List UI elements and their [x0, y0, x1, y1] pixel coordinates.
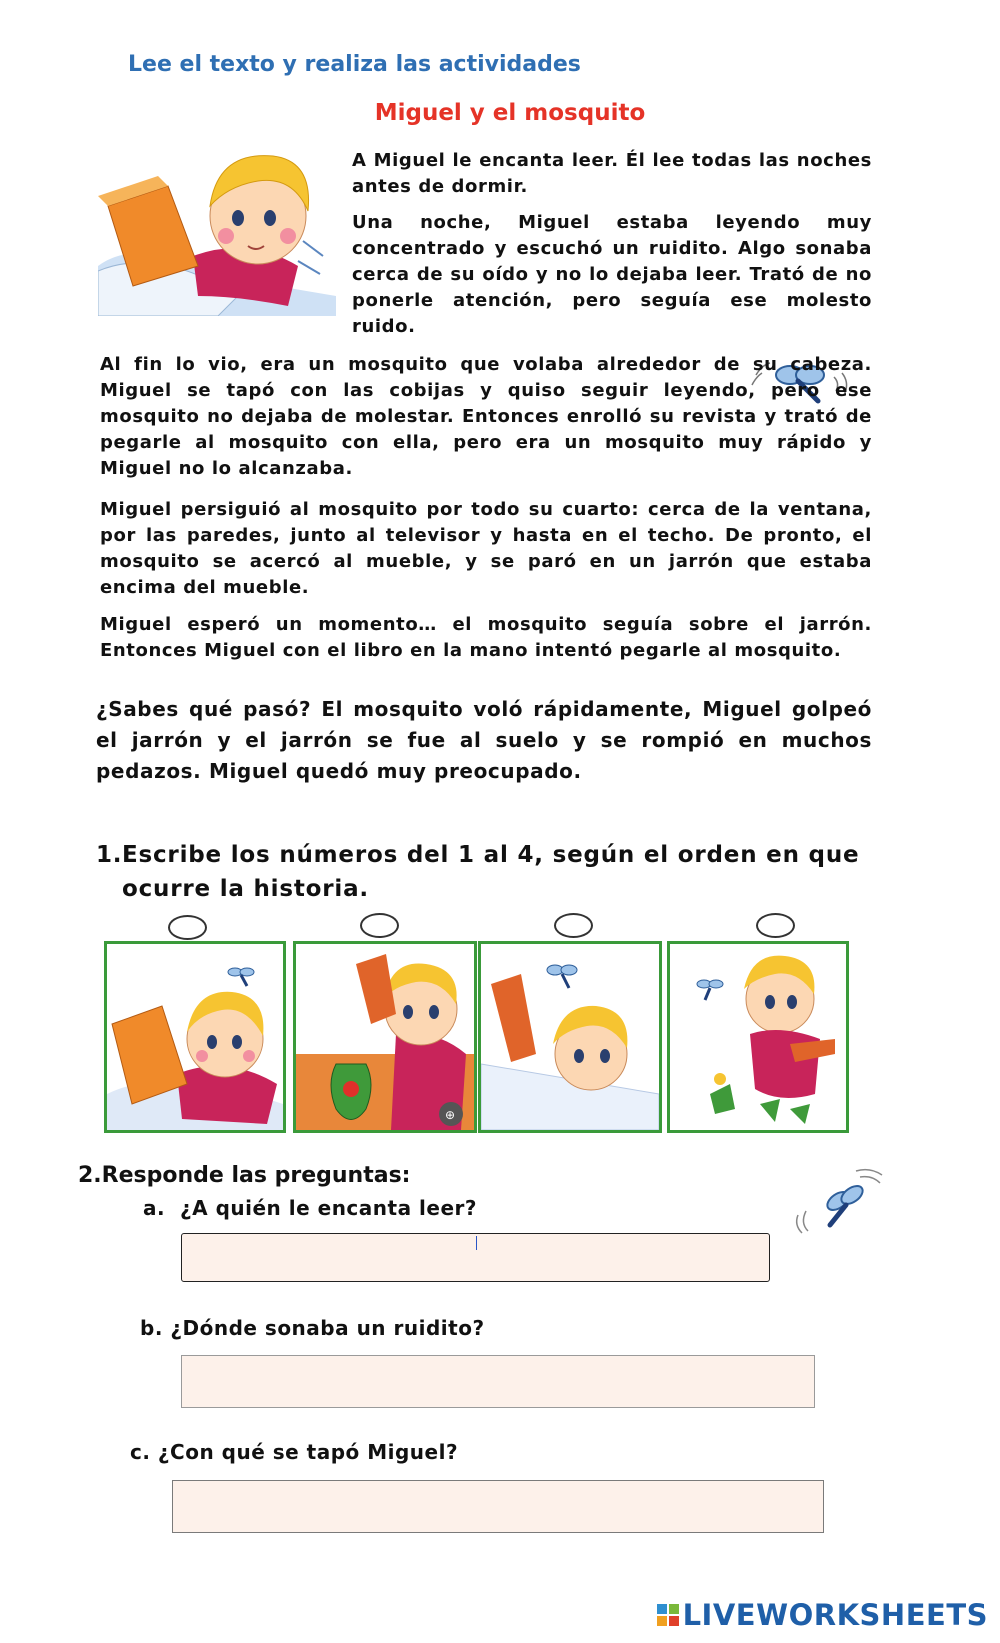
story-paragraph-1: A Miguel le encanta leer. Él lee todas las noches antes de dormir. [352, 150, 872, 197]
boy-reading-illustration [98, 146, 336, 316]
answer-field-a[interactable] [181, 1233, 770, 1282]
answer-field-b[interactable] [181, 1355, 815, 1408]
instruction-heading: Lee el texto y realiza las actividades [128, 52, 581, 77]
activity-1-line-2: ocurre la historia. [122, 876, 369, 902]
question-a-text: ¿A quién le encanta leer? [180, 1196, 477, 1220]
story-paragraph-6: ¿Sabes qué pasó? El mosquito voló rápidamente, Miguel golpeó el jarrón y el jarrón se fue al suelo y se rompió en muchos pedazos. Miguel quedó muy preocupado. [96, 697, 872, 783]
question-b-text: ¿Dónde sonaba un ruidito? [170, 1316, 485, 1340]
question-a-label: a. [143, 1196, 166, 1220]
order-input-2[interactable] [360, 913, 399, 938]
activity-1-prompt [96, 838, 872, 906]
question-b-label: b. [140, 1316, 163, 1340]
story-panel-3 [478, 941, 662, 1133]
boy-vase-scene [296, 944, 474, 1130]
mosquito-icon [790, 1165, 890, 1245]
story-panel-4 [667, 941, 849, 1133]
answer-field-c[interactable] [172, 1480, 824, 1533]
activity-2-heading: 2.Responde las preguntas: [78, 1163, 411, 1188]
order-input-3[interactable] [554, 913, 593, 938]
boy-swatting-scene [481, 944, 659, 1130]
order-input-1[interactable] [168, 915, 207, 940]
question-c-label: c. [130, 1440, 151, 1464]
logo-text: LIVEWORKSHEETS [682, 1598, 988, 1632]
story-paragraph-5: Miguel esperó un momento… el mosquito seguía sobre el jarrón. Entonces Miguel con el libro en la mano intentó pegarle al mosquito. [100, 614, 872, 661]
question-c-text: ¿Con qué se tapó Miguel? [157, 1440, 459, 1464]
order-input-4[interactable] [756, 913, 795, 938]
activity-1-index: 1. [96, 842, 123, 868]
story-title: Miguel y el mosquito [374, 100, 646, 126]
question-b [140, 1316, 485, 1340]
activity-1-line-1: Escribe los números del 1 al 4, según el orden en que [122, 842, 860, 868]
zoom-icon[interactable]: ⊕ [445, 1108, 456, 1122]
story-panel-1 [104, 941, 286, 1133]
story-paragraph-3: Al fin lo vio, era un mosquito que volaba alrededor de su cabeza. Miguel se tapó con las cobijas y quiso seguir leyendo, pero ese mosquito no dejaba de molestar. Entonces enrolló su revista y trató de pegarle al mosquito con ella, pero era un mosquito muy rápido y Miguel no lo alcanzaba. [100, 354, 872, 479]
boy-broken-vase-scene [670, 944, 846, 1130]
boy-reading-scene [107, 944, 283, 1130]
question-a [143, 1196, 477, 1220]
question-c [130, 1440, 458, 1464]
story-paragraph-2: Una noche, Miguel estaba leyendo muy concentrado y escuchó un ruidito. Algo sonaba cerca de su oído y no lo dejaba leer. Trató de no ponerle atención, pero seguía ese molesto ruido. [352, 212, 872, 337]
story-paragraph-4: Miguel persiguió al mosquito por todo su cuarto: cerca de la ventana, por las paredes, junto al televisor y hasta en el techo. De pronto, el mosquito se acercó al mueble, y se paró en un jarrón que estaba encima del mueble. [100, 499, 872, 598]
liveworksheets-logo[interactable] [657, 1598, 988, 1632]
story-panel-2 [293, 941, 477, 1133]
logo-squares-icon [657, 1604, 679, 1626]
